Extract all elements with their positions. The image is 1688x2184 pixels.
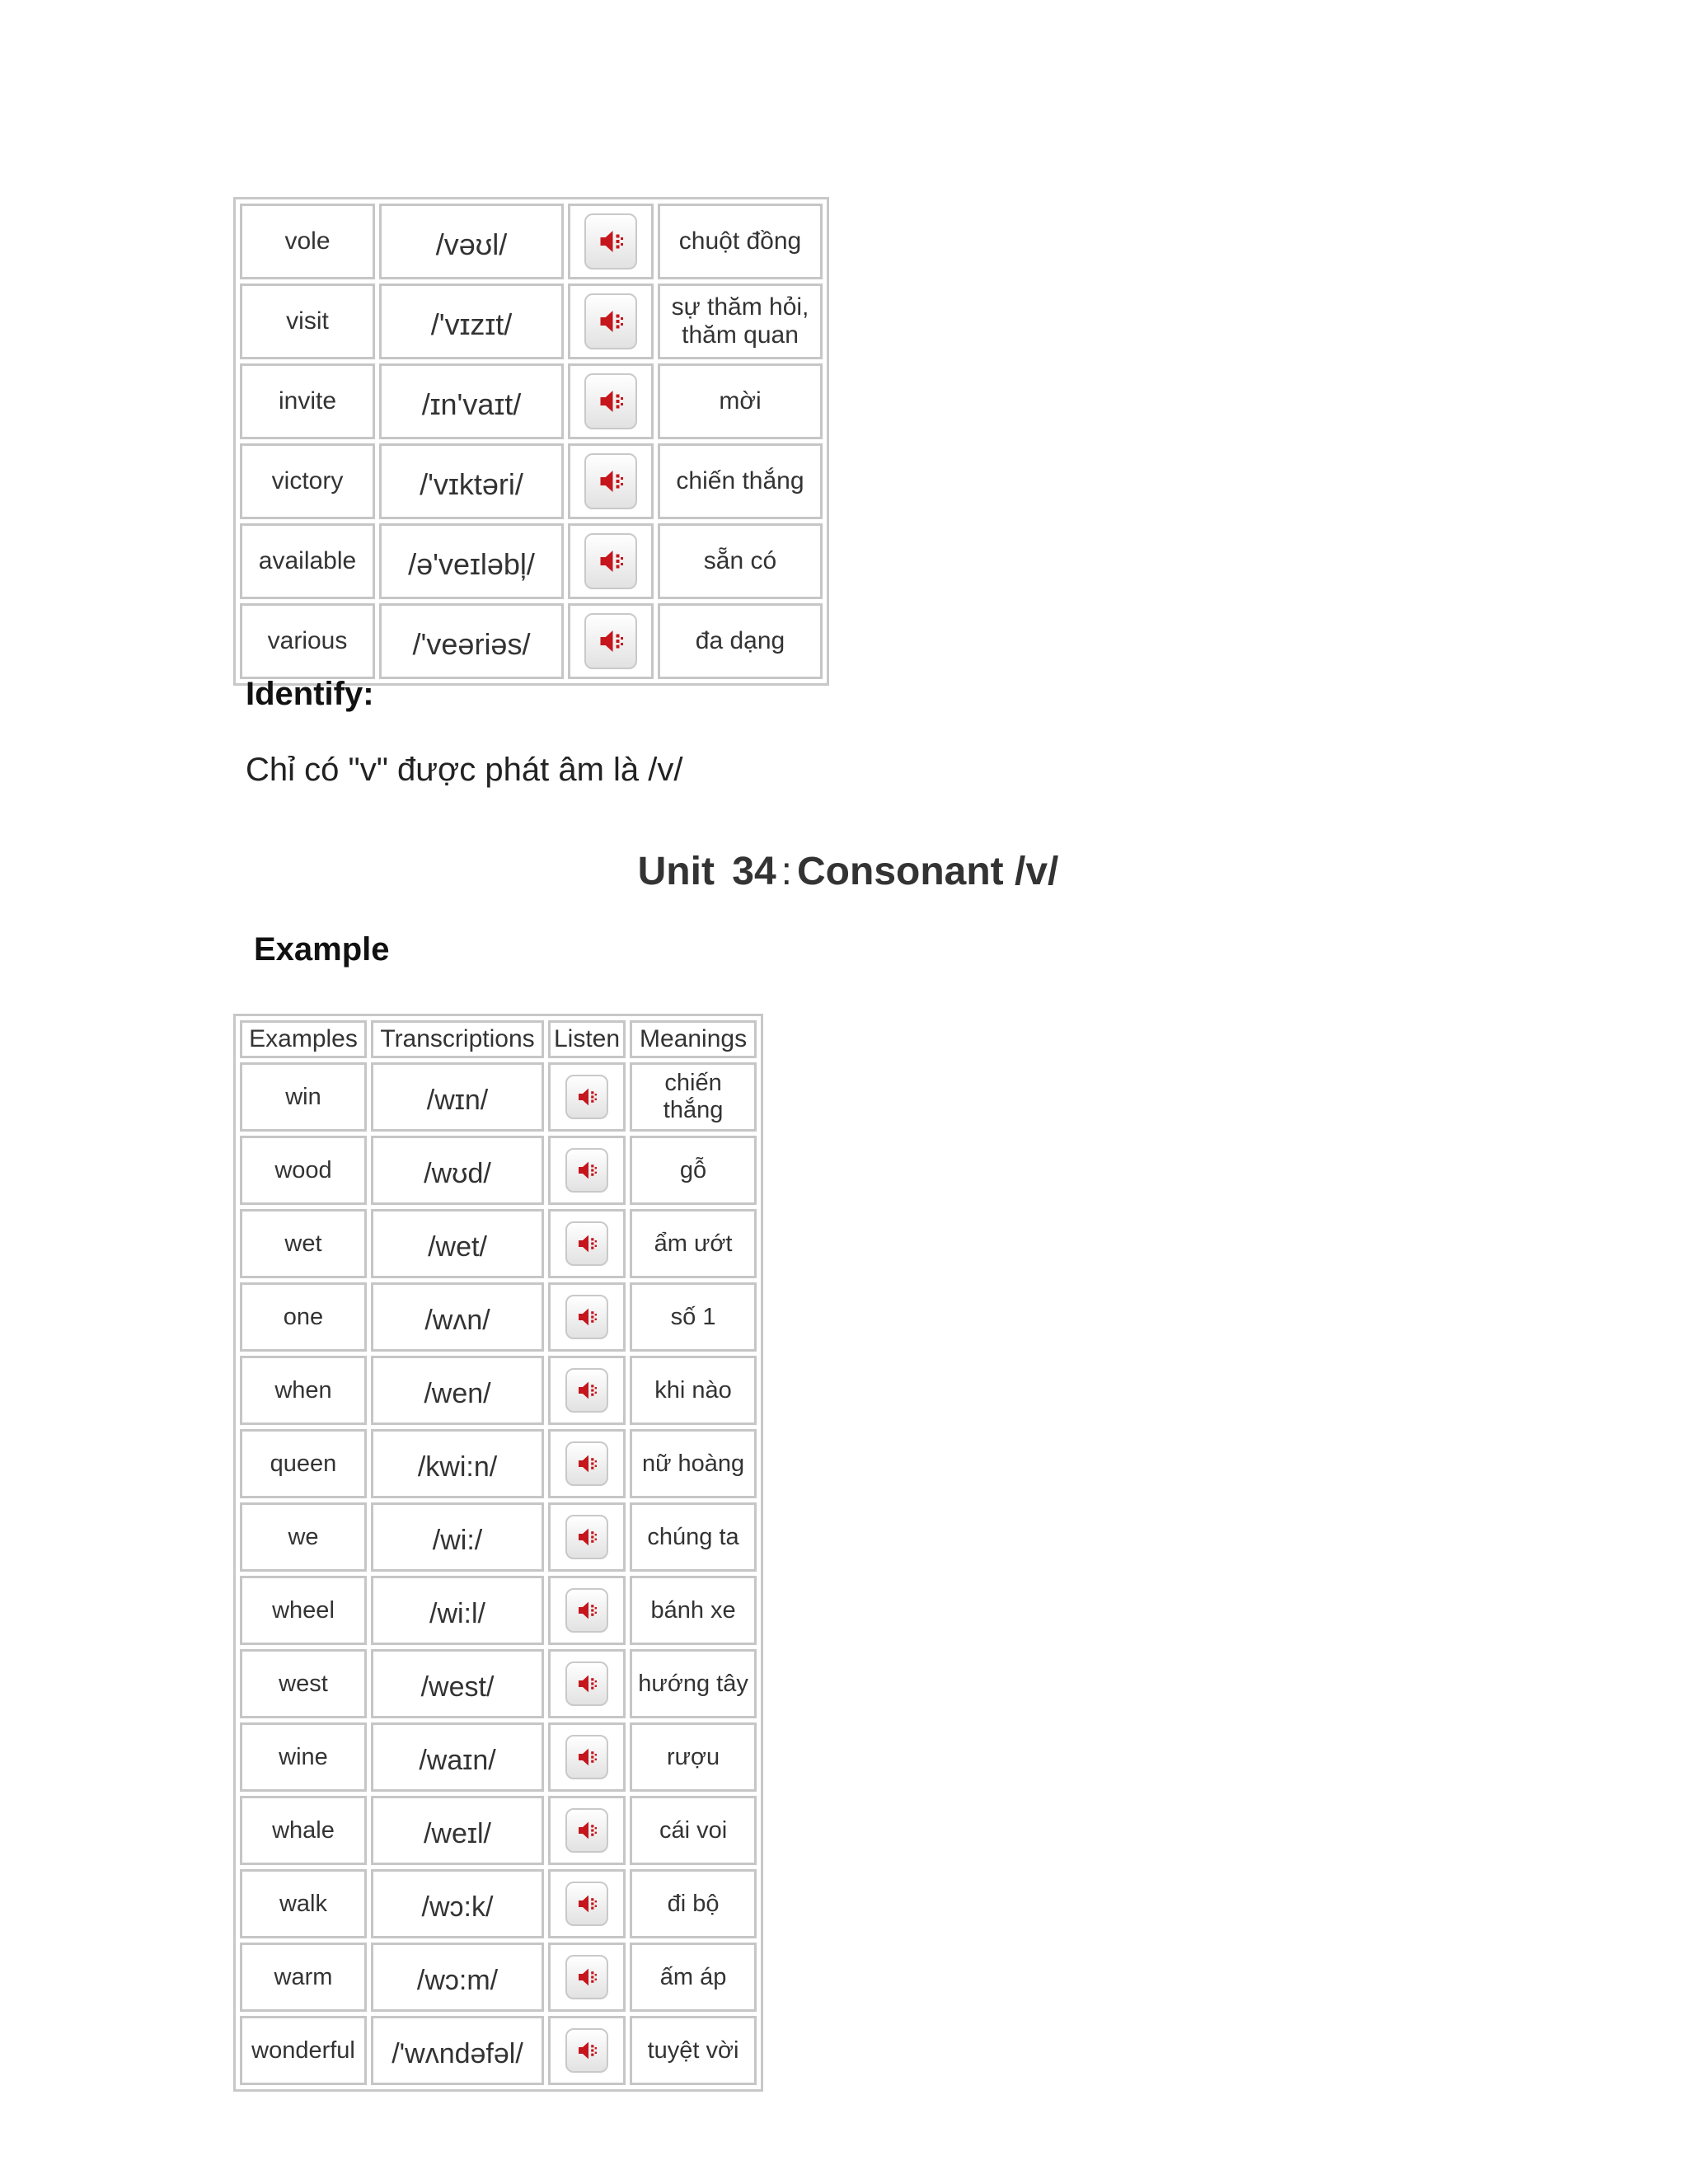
transcription-cell: /weɪl/ (371, 1796, 544, 1865)
transcription-cell: /'veəriəs/ (379, 603, 564, 679)
speaker-icon (567, 1516, 607, 1558)
transcription-cell: /wet/ (371, 1209, 544, 1278)
transcription-cell: /'vɪzɪt/ (379, 284, 564, 359)
listen-cell (548, 1502, 626, 1572)
meaning-cell: rượu (630, 1722, 757, 1792)
speaker-icon (567, 2030, 607, 2071)
meaning-cell: chiến thắng (658, 443, 823, 519)
listen-button[interactable] (565, 1221, 608, 1266)
listen-cell (548, 1136, 626, 1205)
listen-cell (568, 523, 654, 599)
speaker-icon (567, 1223, 607, 1264)
speaker-icon (586, 375, 635, 428)
speaker-icon (567, 1370, 607, 1411)
listen-cell (548, 1209, 626, 1278)
speaker-icon (567, 1296, 607, 1338)
speaker-icon (586, 455, 635, 508)
speaker-icon (567, 1810, 607, 1851)
listen-button[interactable] (565, 1515, 608, 1559)
column-header-listen: Listen (548, 1020, 626, 1058)
table-row (240, 1943, 757, 2012)
listen-button[interactable] (565, 1661, 608, 1706)
transcription-cell: /wʌn/ (371, 1282, 544, 1352)
column-header-examples: Examples (240, 1020, 367, 1058)
meaning-cell: ấm áp (630, 1943, 757, 2012)
table-row (240, 204, 823, 279)
speaker-icon (567, 1150, 607, 1191)
listen-button[interactable] (584, 293, 637, 349)
word-cell: whale (240, 1796, 367, 1865)
table-row (240, 363, 823, 439)
listen-cell (548, 2016, 626, 2085)
table-row (240, 1796, 757, 1865)
transcription-cell: /'vɪktəri/ (379, 443, 564, 519)
speaker-icon (567, 1957, 607, 1998)
word-cell: various (240, 603, 375, 679)
example-heading: Example (254, 931, 390, 968)
word-cell: warm (240, 1943, 367, 2012)
table-row (240, 1209, 757, 1278)
transcription-cell: /'wʌndəfəl/ (371, 2016, 544, 2085)
meaning-cell: nữ hoàng (630, 1429, 757, 1498)
listen-cell (568, 363, 654, 439)
speaker-icon (567, 1590, 607, 1631)
transcription-cell: /wɔ:k/ (371, 1869, 544, 1938)
speaker-icon (586, 215, 635, 268)
transcription-cell: /wʊd/ (371, 1136, 544, 1205)
listen-cell (548, 1722, 626, 1792)
word-cell: walk (240, 1869, 367, 1938)
listen-cell (548, 1576, 626, 1645)
transcription-cell: /wen/ (371, 1356, 544, 1425)
word-cell: when (240, 1356, 367, 1425)
listen-button[interactable] (565, 1075, 608, 1119)
identify-heading: Identify: (246, 676, 374, 712)
unit-number: 34 (732, 850, 776, 893)
column-header-meanings: Meanings (630, 1020, 757, 1058)
listen-button[interactable] (584, 453, 637, 509)
transcription-cell: /wi:l/ (371, 1576, 544, 1645)
word-cell: invite (240, 363, 375, 439)
unit-name: Consonant /v/ (797, 850, 1059, 893)
word-cell: win (240, 1062, 367, 1132)
table-row (240, 1136, 757, 1205)
meaning-cell: cái voi (630, 1796, 757, 1865)
meaning-cell: tuyệt vời (630, 2016, 757, 2085)
word-cell: wonderful (240, 2016, 367, 2085)
listen-button[interactable] (565, 1882, 608, 1926)
meaning-cell: số 1 (630, 1282, 757, 1352)
meaning-cell: bánh xe (630, 1576, 757, 1645)
word-cell: victory (240, 443, 375, 519)
listen-button[interactable] (565, 1808, 608, 1853)
word-cell: available (240, 523, 375, 599)
listen-button[interactable] (565, 1148, 608, 1193)
listen-button[interactable] (584, 213, 637, 269)
listen-button[interactable] (565, 1735, 608, 1779)
speaker-icon (586, 615, 635, 668)
listen-cell (548, 1869, 626, 1938)
speaker-icon (567, 1663, 607, 1704)
transcription-cell: /west/ (371, 1649, 544, 1718)
listen-button[interactable] (565, 2028, 608, 2073)
meaning-cell: đi bộ (630, 1869, 757, 1938)
listen-cell (548, 1429, 626, 1498)
table-row (240, 284, 823, 359)
meaning-cell: chiến thắng (630, 1062, 757, 1132)
listen-cell (568, 204, 654, 279)
listen-button[interactable] (565, 1588, 608, 1633)
table-row (240, 1429, 757, 1498)
table-header-row (240, 1020, 757, 1058)
word-cell: wine (240, 1722, 367, 1792)
meaning-cell: sự thăm hỏi, thăm quan (658, 284, 823, 359)
listen-button[interactable] (565, 1295, 608, 1339)
meaning-cell: đa dạng (658, 603, 823, 679)
transcription-cell: /wi:/ (371, 1502, 544, 1572)
table-row (240, 1356, 757, 1425)
listen-button[interactable] (584, 373, 637, 429)
table-row (240, 1062, 757, 1132)
table-row (240, 1722, 757, 1792)
speaker-icon (567, 1736, 607, 1778)
listen-cell (548, 1282, 626, 1352)
table-row (240, 443, 823, 519)
speaker-icon (567, 1883, 607, 1924)
listen-cell (568, 443, 654, 519)
listen-cell (548, 1649, 626, 1718)
transcription-cell: /kwi:n/ (371, 1429, 544, 1498)
unit-title (0, 849, 1688, 894)
listen-button[interactable] (565, 1368, 608, 1413)
transcription-cell: /waɪn/ (371, 1722, 544, 1792)
speaker-icon (567, 1443, 607, 1484)
meaning-cell: khi nào (630, 1356, 757, 1425)
word-cell: we (240, 1502, 367, 1572)
table-row (240, 1576, 757, 1645)
listen-button[interactable] (565, 1955, 608, 1999)
speaker-icon (586, 295, 635, 348)
listen-cell (568, 284, 654, 359)
meaning-cell: hướng tây (630, 1649, 757, 1718)
meaning-cell: chuột đồng (658, 204, 823, 279)
listen-cell (548, 1062, 626, 1132)
listen-button[interactable] (584, 533, 637, 589)
unit-label: Unit (637, 850, 715, 893)
listen-button[interactable] (584, 613, 637, 669)
meaning-cell: ẩm ướt (630, 1209, 757, 1278)
table-row (240, 1869, 757, 1938)
table-row (240, 603, 823, 679)
identify-text: Chỉ có "v" được phát âm là /v/ (246, 752, 683, 788)
transcription-cell: /ɪn'vaɪt/ (379, 363, 564, 439)
transcription-cell: /ə'veɪləbļ/ (379, 523, 564, 599)
unit-separator: : (781, 850, 793, 893)
meaning-cell: sẵn có (658, 523, 823, 599)
listen-button[interactable] (565, 1441, 608, 1486)
listen-cell (568, 603, 654, 679)
table-row (240, 523, 823, 599)
transcription-cell: /wɔ:m/ (371, 1943, 544, 2012)
word-cell: wet (240, 1209, 367, 1278)
table-row (240, 1282, 757, 1352)
table-row (240, 2016, 757, 2085)
word-cell: queen (240, 1429, 367, 1498)
example-table-w (233, 1014, 763, 2092)
vocabulary-table-v (233, 197, 829, 686)
speaker-icon (586, 535, 635, 588)
word-cell: vole (240, 204, 375, 279)
meaning-cell: gỗ (630, 1136, 757, 1205)
word-cell: west (240, 1649, 367, 1718)
word-cell: wood (240, 1136, 367, 1205)
transcription-cell: /vəʊl/ (379, 204, 564, 279)
listen-cell (548, 1356, 626, 1425)
table-row (240, 1649, 757, 1718)
listen-cell (548, 1943, 626, 2012)
transcription-cell: /wɪn/ (371, 1062, 544, 1132)
table-row (240, 1502, 757, 1572)
speaker-icon (567, 1076, 607, 1118)
listen-cell (548, 1796, 626, 1865)
meaning-cell: mời (658, 363, 823, 439)
word-cell: wheel (240, 1576, 367, 1645)
word-cell: visit (240, 284, 375, 359)
column-header-transcriptions: Transcriptions (371, 1020, 544, 1058)
word-cell: one (240, 1282, 367, 1352)
meaning-cell: chúng ta (630, 1502, 757, 1572)
